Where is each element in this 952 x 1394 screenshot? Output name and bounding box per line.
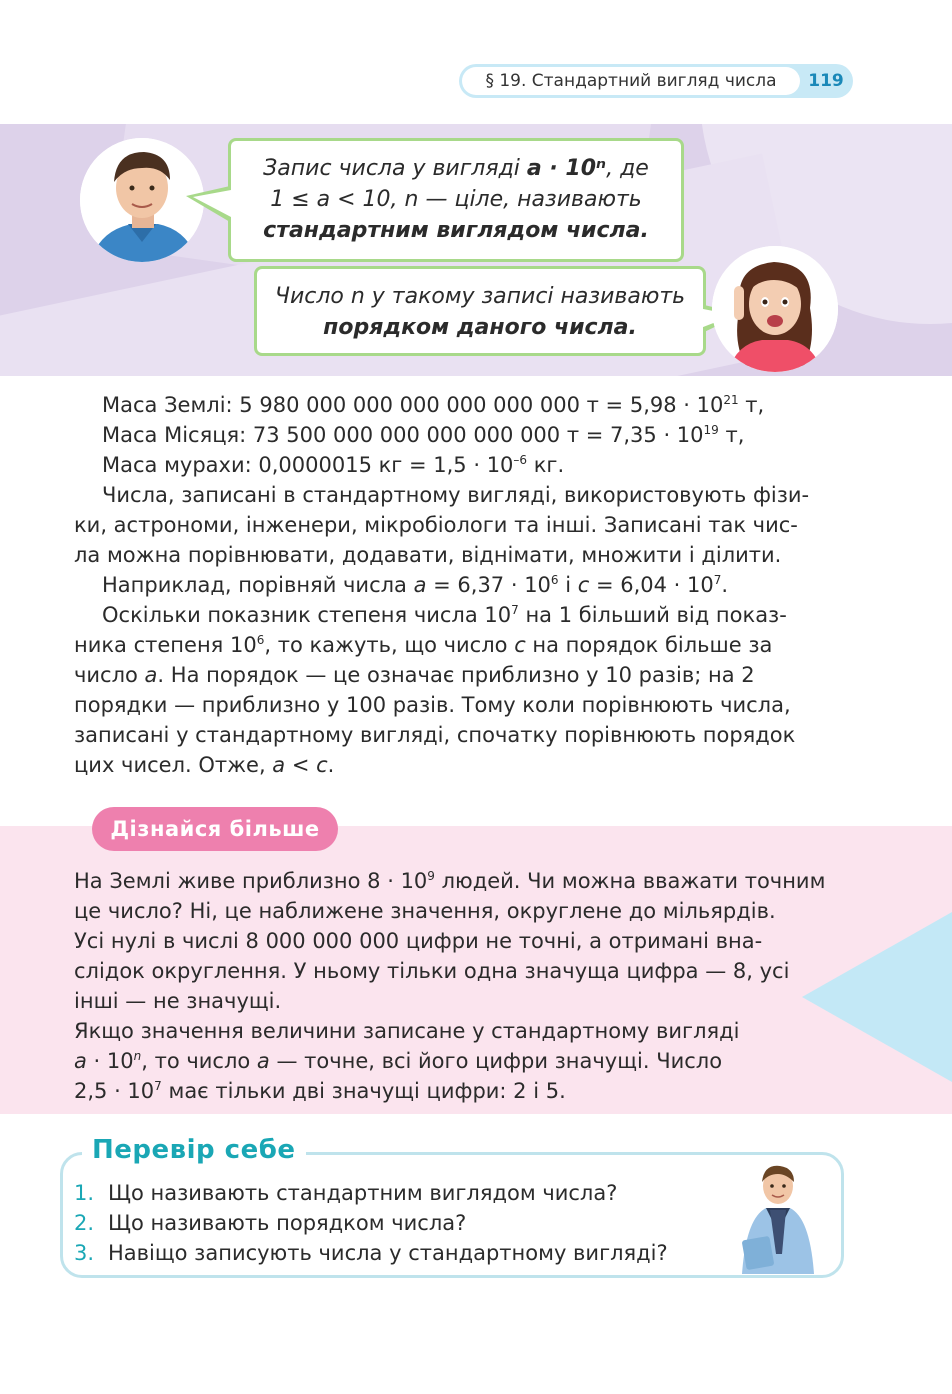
paragraph-line: Якщо значення величини записане у стандартному вигляді xyxy=(74,1019,740,1043)
exponent: 19 xyxy=(703,423,719,437)
paragraph-line: порядки — приблизно у 100 разів. Тому коли порівнюють числа, xyxy=(74,693,791,717)
variable: c xyxy=(577,573,590,597)
paragraph-line: інші — не значущі. xyxy=(74,989,282,1013)
text: Маса Місяця: 73 500 000 000 000 000 000 т = 7,35 · 10 xyxy=(102,423,704,447)
text: т, xyxy=(718,423,745,447)
bubble-term: порядком даного числа. xyxy=(323,315,637,340)
text: = 6,37 · 10 xyxy=(426,573,551,597)
text: На Землі живе приблизно 8 · 10 xyxy=(74,869,428,893)
body-text xyxy=(74,390,839,780)
text: ника степеня 10 xyxy=(74,633,257,657)
text: < xyxy=(285,753,317,777)
text: т, xyxy=(738,393,765,417)
exponent: –6 xyxy=(513,453,528,467)
question-list xyxy=(74,1178,668,1268)
order-bubble xyxy=(254,266,706,356)
question-item xyxy=(74,1238,668,1268)
paragraph-line xyxy=(74,866,839,896)
variable: c xyxy=(514,633,526,657)
paragraph-line xyxy=(74,660,839,690)
bubble-text: , де xyxy=(606,156,649,181)
text: . xyxy=(327,753,335,777)
text: = 6,04 · 10 xyxy=(589,573,714,597)
definition-bubble xyxy=(228,138,684,262)
page-number: 119 xyxy=(808,71,844,91)
paragraph-line: Усі нулі в числі 8 000 000 000 цифри не точні, а отримані вна- xyxy=(74,929,763,953)
text: , то число xyxy=(141,1049,257,1073)
earth-mass-line xyxy=(74,390,839,420)
question-number: 3. xyxy=(74,1241,95,1265)
text: кг. xyxy=(527,453,565,477)
variable: a xyxy=(74,1049,87,1073)
paragraph-line: ла можна порівнювати, додавати, віднімати, множити і ділити. xyxy=(74,543,782,567)
question-text: Що називають стандартним виглядом числа? xyxy=(108,1181,618,1205)
girl-avatar xyxy=(712,246,838,372)
exponent: 6 xyxy=(550,573,559,587)
text: цих чисел. Отже, xyxy=(74,753,273,777)
bubble-tail-fill xyxy=(193,190,231,217)
question-text: Навіщо записують числа у стандартному вигляді? xyxy=(108,1241,668,1265)
text: людей. Чи можна вважати точним xyxy=(434,869,826,893)
text: Наприклад, порівняй числа xyxy=(102,573,414,597)
paragraph-line: ки, астрономи, інженери, мікробіологи та інші. Записані так чис- xyxy=(74,513,798,537)
text: — точне, всі його цифри значущі. Число xyxy=(269,1049,723,1073)
ant-mass-line xyxy=(74,450,839,480)
variable: a xyxy=(272,753,286,777)
text: . На порядок — це означає приблизно у 10 разів; на 2 xyxy=(157,663,755,687)
paragraph-line: записані у стандартному вигляді, спочатку порівнюють порядок xyxy=(74,723,796,747)
variable: c xyxy=(316,753,328,777)
text: Оскільки показник степеня числа 10 xyxy=(102,603,512,627)
paragraph-line: Числа, записані в стандартному вигляді, використовують фізи- xyxy=(102,483,810,507)
exponent: 7 xyxy=(511,603,519,617)
exponent: 21 xyxy=(723,393,739,407)
text: і xyxy=(558,573,578,597)
exponent: 7 xyxy=(713,573,722,587)
text: число xyxy=(74,663,145,687)
paragraph-line xyxy=(74,600,839,630)
bubble-term: стандартним виглядом числа. xyxy=(263,218,649,243)
variable: a xyxy=(256,1049,270,1073)
text: Маса Землі: 5 980 000 000 000 000 000 000 т = 5,98 · 10 xyxy=(102,393,724,417)
text: на порядок більше за xyxy=(525,633,773,657)
paragraph-line: це число? Ні, це наближене значення, округлене до мільярдів. xyxy=(74,899,776,923)
variable: a xyxy=(413,573,427,597)
paragraph-line xyxy=(74,1046,839,1076)
question-number: 1. xyxy=(74,1181,95,1205)
text: , то кажуть, що число xyxy=(264,633,515,657)
text: Маса мурахи: 0,0000015 кг = 1,5 · 10 xyxy=(102,453,514,477)
learn-more-text xyxy=(74,866,839,1106)
text: має тільки дві значущі цифри: 2 і 5. xyxy=(161,1079,566,1103)
text: 2,5 · 10 xyxy=(74,1079,155,1103)
learn-more-label: Дізнайся більше xyxy=(92,807,338,851)
text: на 1 більший від показ- xyxy=(518,603,787,627)
formula: a · 10ⁿ xyxy=(526,156,607,181)
bubble-text: 1 ≤ a < 10, n — ціле, називають xyxy=(270,187,642,212)
exponent: 6 xyxy=(256,633,265,647)
exponent: n xyxy=(133,1049,142,1063)
question-number: 2. xyxy=(74,1211,95,1235)
bubble-text: Запис числа у вигляді xyxy=(263,156,527,181)
section-title: § 19. Стандартний вигляд числа xyxy=(462,67,800,95)
text: · 10 xyxy=(86,1049,134,1073)
text: . xyxy=(721,573,729,597)
question-item xyxy=(74,1208,668,1238)
paragraph-line xyxy=(74,750,839,780)
exponent: 9 xyxy=(427,869,435,883)
paragraph-line: слідок округлення. У ньому тільки одна значуща цифра — 8, усі xyxy=(74,959,790,983)
student-illustration xyxy=(736,1158,820,1274)
moon-mass-line xyxy=(74,420,839,450)
paragraph-line xyxy=(74,630,839,660)
example-line xyxy=(74,570,839,600)
exponent: 7 xyxy=(154,1079,162,1093)
question-text: Що називають порядком числа? xyxy=(108,1211,467,1235)
paragraph-line xyxy=(74,1076,839,1106)
check-yourself-title: Перевір себе xyxy=(82,1132,306,1168)
variable: a xyxy=(144,663,158,687)
question-item xyxy=(74,1178,668,1208)
bubble-text: Число n у такому записі називають xyxy=(274,284,686,309)
